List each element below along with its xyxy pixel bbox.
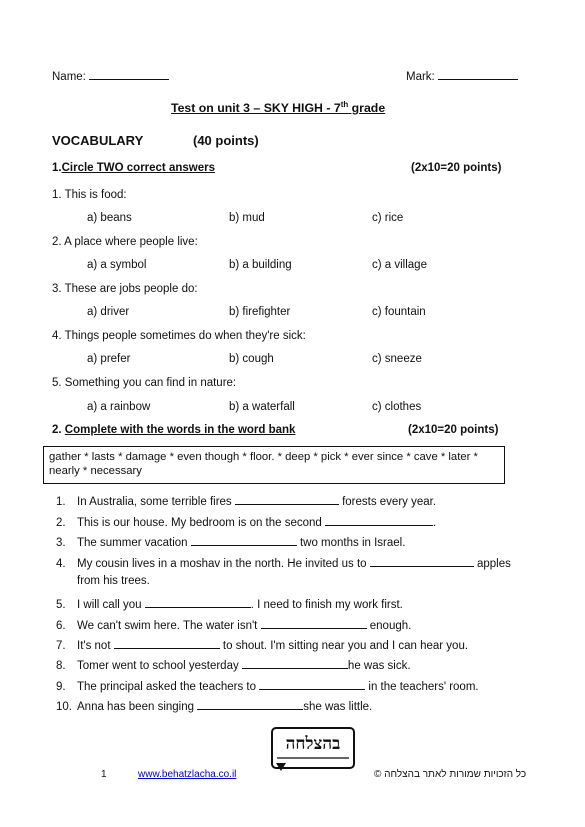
list-item: 7. It's not to shout. I'm sitting near you and I can hear you. [56,637,468,652]
option-b[interactable]: b) mud [229,212,265,224]
name-label: Name: [52,71,86,83]
list-item: 3. The summer vacation two months in Israel. [56,534,405,549]
logo-underline [277,757,349,759]
question-text: 5. Something you can find in nature: [52,377,237,389]
word-bank: gather * lasts * damage * even though * floor. * deep * pick * ever since * cave * later * nearly * necessary [43,446,505,484]
answer-blank[interactable] [191,534,297,546]
question-text: 4. Things people sometimes do when they're sick: [52,330,306,342]
mark-label: Mark: [406,71,435,83]
question-text: 1. This is food: [52,189,127,201]
list-item: 10. Anna has been singing she was little. [56,698,372,713]
option-c[interactable]: c) a village [372,259,427,271]
list-item: 5. I will call you . I need to finish my work first. [56,596,403,611]
answer-blank[interactable] [235,493,339,505]
list-item: 4. My cousin lives in a moshav in the north. He invited us to apples [56,555,511,570]
list-item: 9. The principal asked the teachers to in the teachers' room. [56,678,479,693]
option-c[interactable]: c) fountain [372,306,426,318]
section1-points: (2x10=20 points) [411,162,502,174]
vocabulary-heading: VOCABULARY [52,133,144,148]
option-a[interactable]: a) prefer [87,353,131,365]
copyright-notice: כל הזכויות שמורות לאתר בהצלחה © [374,769,527,780]
list-item: 2. This is our house. My bedroom is on the second . [56,514,436,529]
list-item: 6. We can't swim here. The water isn't enough. [56,617,411,632]
answer-blank[interactable] [370,555,474,567]
answer-blank[interactable] [114,637,220,649]
mark-blank[interactable] [438,68,518,80]
answer-blank[interactable] [145,596,251,608]
question-text: 2. A place where people live: [52,236,198,248]
section2-heading: 2. Complete with the words in the word bank [52,424,296,436]
answer-blank[interactable] [325,514,433,526]
option-c[interactable]: c) clothes [372,401,422,413]
answer-blank[interactable] [259,678,365,690]
option-a[interactable]: a) a rainbow [87,401,151,413]
logo-speech-tail [276,763,286,771]
vocabulary-points: (40 points) [193,133,259,148]
website-link[interactable]: www.behatzlacha.co.il [138,769,237,780]
option-b[interactable]: b) firefighter [229,306,291,318]
list-item-continuation: from his trees. [77,575,150,587]
option-a[interactable]: a) beans [87,212,132,224]
list-item: 1. In Australia, some terrible fires forests every year. [56,493,436,508]
name-blank[interactable] [89,68,169,80]
name-field [52,68,169,83]
list-item: 8. Tomer went to school yesterday he was sick. [56,657,411,672]
option-b[interactable]: b) a waterfall [229,401,295,413]
answer-blank[interactable] [197,698,303,710]
answer-blank[interactable] [242,657,348,669]
section1-heading: 1.Circle TWO correct answers [52,162,215,174]
answer-blank[interactable] [261,617,367,629]
page-title: Test on unit 3 – SKY HIGH - 7th grade [171,100,386,116]
option-b[interactable]: b) cough [229,353,274,365]
option-c[interactable]: c) sneeze [372,353,422,365]
option-a[interactable]: a) driver [87,306,130,318]
question-text: 3. These are jobs people do: [52,283,198,295]
option-c[interactable]: c) rice [372,212,404,224]
logo-text: בהצלחה [285,734,341,754]
option-b[interactable]: b) a building [229,259,292,271]
section2-points: (2x10=20 points) [408,424,499,436]
option-a[interactable]: a) a symbol [87,259,147,271]
page-number: 1 [101,769,107,780]
mark-field [406,68,518,83]
